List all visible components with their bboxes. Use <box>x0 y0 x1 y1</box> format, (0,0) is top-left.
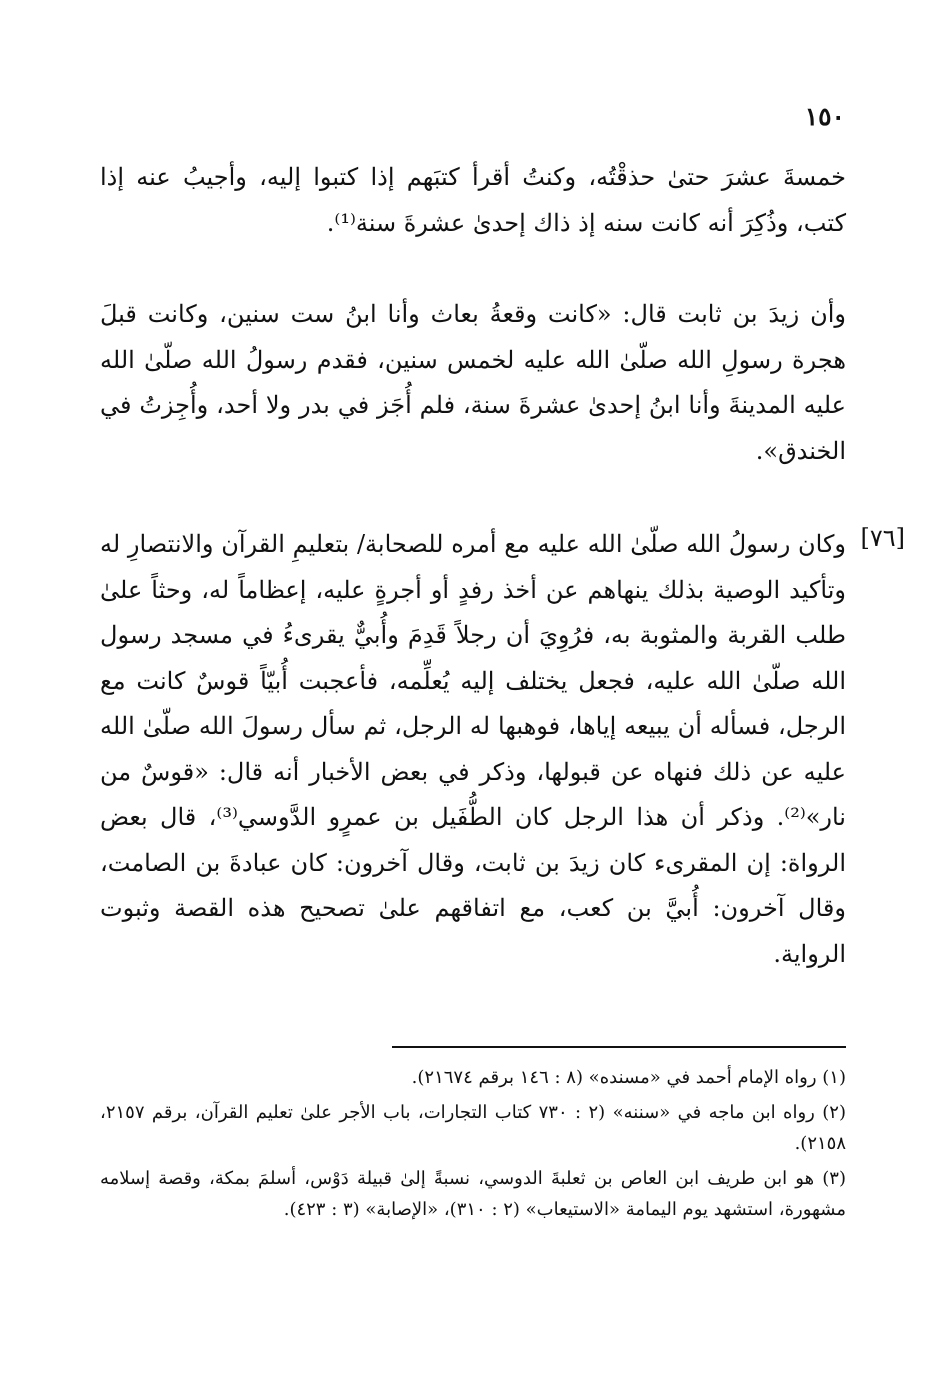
footnotes <box>100 1062 846 1229</box>
footnote-3: (٣) هو ابن طريف ابن العاص بن ثعلبةَ الدوسي، نسبةً إلىٰ قبيلة دَوْس، أسلمَ بمكة، وقصة إسلامه مشهورة، استشهد يوم اليمامة «الاستيعاب» (٢ : ٣١٠)، «الإصابة» (٣ : ٤٢٣). <box>100 1168 846 1220</box>
footnote-divider <box>392 1046 846 1048</box>
paragraph-1: خمسةَ عشرَ حتىٰ حذقْتُه، وكنتُ أقرأ كتبَهم إذا كتبوا إليه، وأجيبُ عنه إذا كتب، وذُكِرَ أنه كانت سنه إذ ذاك إحدىٰ عشرةَ سنة⁽¹⁾. <box>100 163 846 237</box>
margin-reference: [٧٦] <box>860 524 905 552</box>
page-number: ١٥٠ <box>804 102 845 131</box>
paragraph-2: وأن زيدَ بن ثابت قال: «كانت وقعةُ بعاث وأنا ابنُ ست سنين، وكانت قبلَ هجرة رسولِ الله صلّىٰ الله عليه لخمس سنين، فقدم رسولُ الله صلّىٰ الله عليه المدينةَ وأنا ابنُ إحدىٰ عشرةَ سنة، فلم أُجَز في بدر ولا أحد، وأُجِزتُ في الخندق». <box>100 300 846 465</box>
footnote-2: (٢) رواه ابن ماجه في «سننه» (٢ : ٧٣٠ كتاب التجارات، باب الأجر علىٰ تعليم القرآن، برقم ٢١٥٧، ٢١٥٨). <box>100 1102 846 1154</box>
footnote-1: (١) رواه الإمام أحمد في «مسنده» (٨ : ١٤٦ برقم ٢١٦٧٤). <box>411 1067 846 1088</box>
paragraph-3: وكان رسولُ الله صلّىٰ الله عليه مع أمره للصحابة/ بتعليمِ القرآن والانتصارِ له وتأكيد الوصية بذلك ينهاهم عن أخذ رفدٍ أو أجرةٍ عليه، إعظاماً له، وحثاً علىٰ طلب القربة والمثوبة به، فرُوِيَ أن رجلاً قَدِمَ وأُبيٌّ يقرىءُ في مسجد رسول الله صلّىٰ الله عليه، فجعل يختلف إليه يُعلِّمه، فأعجبت أُبيّاً قوسٌ كانت مع الرجل، فسأله أن يبيعه إياها، فوهبها له الرجل، ثم سأل رسولَ الله صلّىٰ الله عليه عن ذلك فنهاه عن قبولها، وذكر في بعض الأخبار أنه قال: «قوسٌ من نار»⁽²⁾. وذكر أن هذا الرجل كان الطُّفَيل بن عمرٍو الدَّوسي⁽³⁾، قال بعض الرواة: إن المقرىء كان زيدَ بن ثابت، وقال آخرون: كان عبادةَ بن الصامت، وقال آخرون: أُبيَّ بن كعب، مع اتفاقهم علىٰ تصحيح هذه القصة وثبوت الرواية. <box>100 530 847 968</box>
